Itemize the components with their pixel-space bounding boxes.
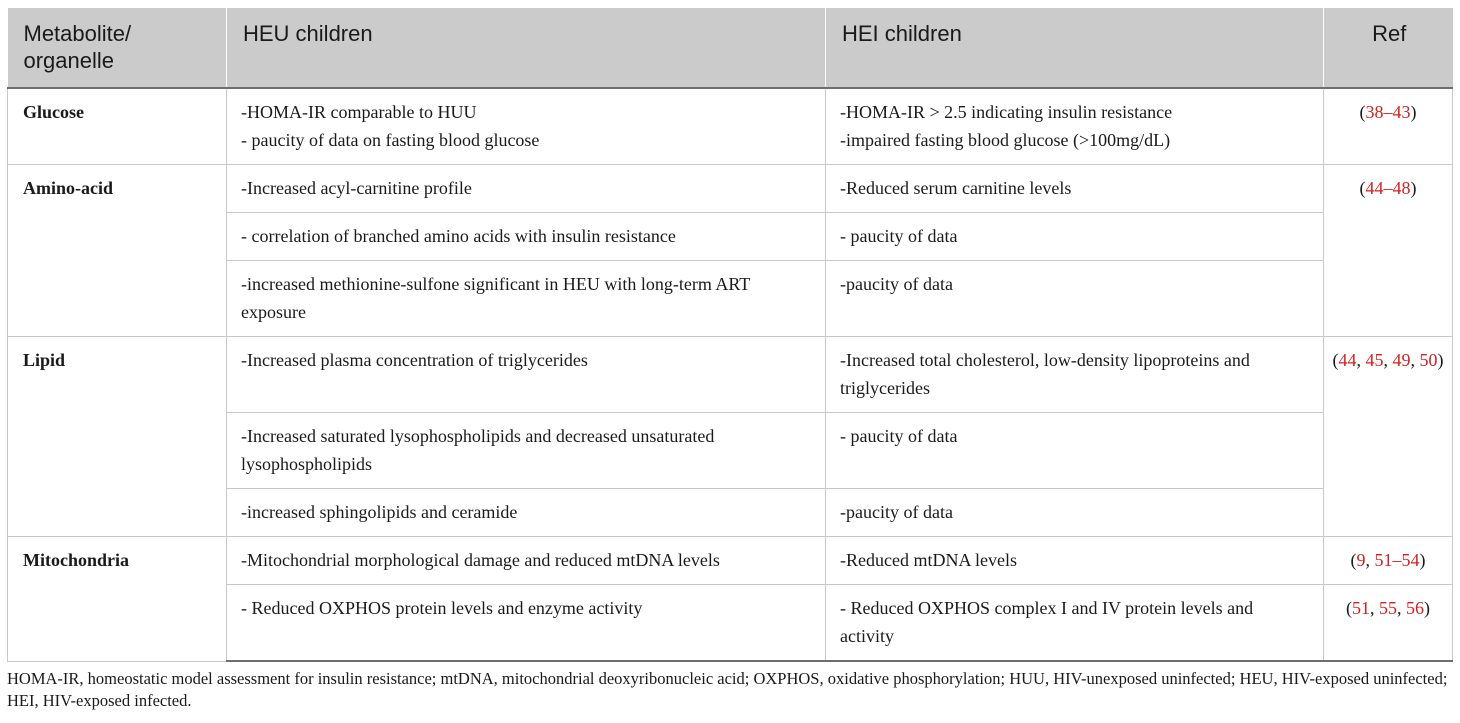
header-row bbox=[8, 8, 1453, 88]
heu-cell: -Increased saturated lysophospholipids and decreased unsaturated lysophospholipids bbox=[227, 413, 826, 489]
heu-cell: - correlation of branched amino acids with insulin resistance bbox=[227, 213, 826, 261]
ref-separator: , bbox=[1410, 350, 1420, 370]
heu-cell: -increased methionine-sulfone significant in HEU with long-term ART exposure bbox=[227, 261, 826, 337]
table-footnote: HOMA-IR, homeostatic model assessment for insulin resistance; mtDNA, mitochondrial deoxyribonucleic acid; OXPHOS, oxidative phosphorylation; HUU, HIV-unexposed uninfected; HEU, HIV-exposed uninfected; HEI, HIV-exposed infected. bbox=[7, 669, 1448, 710]
ref-cell bbox=[1324, 88, 1453, 165]
reference-link[interactable]: 38–43 bbox=[1365, 102, 1411, 122]
header-hei: HEI children bbox=[826, 8, 1324, 88]
table-row bbox=[8, 337, 1453, 413]
ref-separator: , bbox=[1365, 550, 1375, 570]
hei-cell: -Increased total cholesterol, low-density lipoproteins and triglycerides bbox=[826, 337, 1324, 413]
reference-link[interactable]: 49 bbox=[1392, 350, 1411, 370]
ref-separator: , bbox=[1356, 350, 1366, 370]
hei-cell: -HOMA-IR > 2.5 indicating insulin resistance -impaired fasting blood glucose (>100mg/dL) bbox=[826, 88, 1324, 165]
table-row bbox=[8, 165, 1453, 213]
ref-paren: ) bbox=[1419, 550, 1426, 570]
table-header bbox=[8, 8, 1453, 88]
table-body bbox=[8, 88, 1453, 661]
reference-link[interactable]: 9 bbox=[1356, 550, 1366, 570]
header-heu: HEU children bbox=[227, 8, 826, 88]
reference-link[interactable]: 44–48 bbox=[1365, 178, 1411, 198]
hei-cell: -Reduced mtDNA levels bbox=[826, 537, 1324, 585]
ref-paren: ) bbox=[1437, 350, 1444, 370]
ref-paren: ) bbox=[1424, 598, 1430, 618]
ref-paren: ( bbox=[1346, 598, 1352, 618]
heu-cell: -Mitochondrial morphological damage and reduced mtDNA levels bbox=[227, 537, 826, 585]
ref-cell bbox=[1324, 337, 1453, 537]
table-row bbox=[8, 88, 1453, 165]
ref-paren: ) bbox=[1410, 102, 1417, 122]
hei-cell: -paucity of data bbox=[826, 261, 1324, 337]
reference-link[interactable]: 51 bbox=[1352, 598, 1370, 618]
reference-link[interactable]: 55 bbox=[1379, 598, 1397, 618]
ref-separator: , bbox=[1370, 598, 1379, 618]
heu-cell: -Increased plasma concentration of triglycerides bbox=[227, 337, 826, 413]
reference-link[interactable]: 51–54 bbox=[1374, 550, 1420, 570]
ref-paren: ( bbox=[1350, 550, 1357, 570]
ref-paren: ( bbox=[1359, 102, 1366, 122]
metabolite-cell: Lipid bbox=[8, 337, 227, 537]
ref-paren: ( bbox=[1359, 178, 1366, 198]
heu-cell: -increased sphingolipids and ceramide bbox=[227, 489, 826, 537]
ref-cell bbox=[1324, 165, 1453, 337]
metabolite-cell: Amino-acid bbox=[8, 165, 227, 337]
hei-cell: -Reduced serum carnitine levels bbox=[826, 165, 1324, 213]
hei-cell: -paucity of data bbox=[826, 489, 1324, 537]
heu-cell: -HOMA-IR comparable to HUU - paucity of data on fasting blood glucose bbox=[227, 88, 826, 165]
data-table bbox=[7, 8, 1453, 662]
ref-paren: ( bbox=[1332, 350, 1339, 370]
ref-paren: ) bbox=[1410, 178, 1417, 198]
header-ref: Ref bbox=[1324, 8, 1453, 88]
hei-cell: - Reduced OXPHOS complex I and IV protein levels and activity bbox=[826, 585, 1324, 662]
ref-separator: , bbox=[1397, 598, 1406, 618]
metabolite-cell: Glucose bbox=[8, 88, 227, 165]
hei-cell: - paucity of data bbox=[826, 213, 1324, 261]
ref-separator: , bbox=[1383, 350, 1393, 370]
heu-cell: -Increased acyl-carnitine profile bbox=[227, 165, 826, 213]
heu-cell: - Reduced OXPHOS protein levels and enzyme activity bbox=[227, 585, 826, 662]
reference-link[interactable]: 50 bbox=[1419, 350, 1438, 370]
ref-cell bbox=[1324, 585, 1453, 662]
metabolite-cell: Mitochondria bbox=[8, 537, 227, 662]
reference-link[interactable]: 45 bbox=[1365, 350, 1384, 370]
reference-link[interactable]: 44 bbox=[1338, 350, 1357, 370]
table-row bbox=[8, 537, 1453, 585]
header-metabolite: Metabolite/ organelle bbox=[8, 8, 227, 88]
hei-cell: - paucity of data bbox=[826, 413, 1324, 489]
ref-cell bbox=[1324, 537, 1453, 585]
reference-link[interactable]: 56 bbox=[1406, 598, 1424, 618]
